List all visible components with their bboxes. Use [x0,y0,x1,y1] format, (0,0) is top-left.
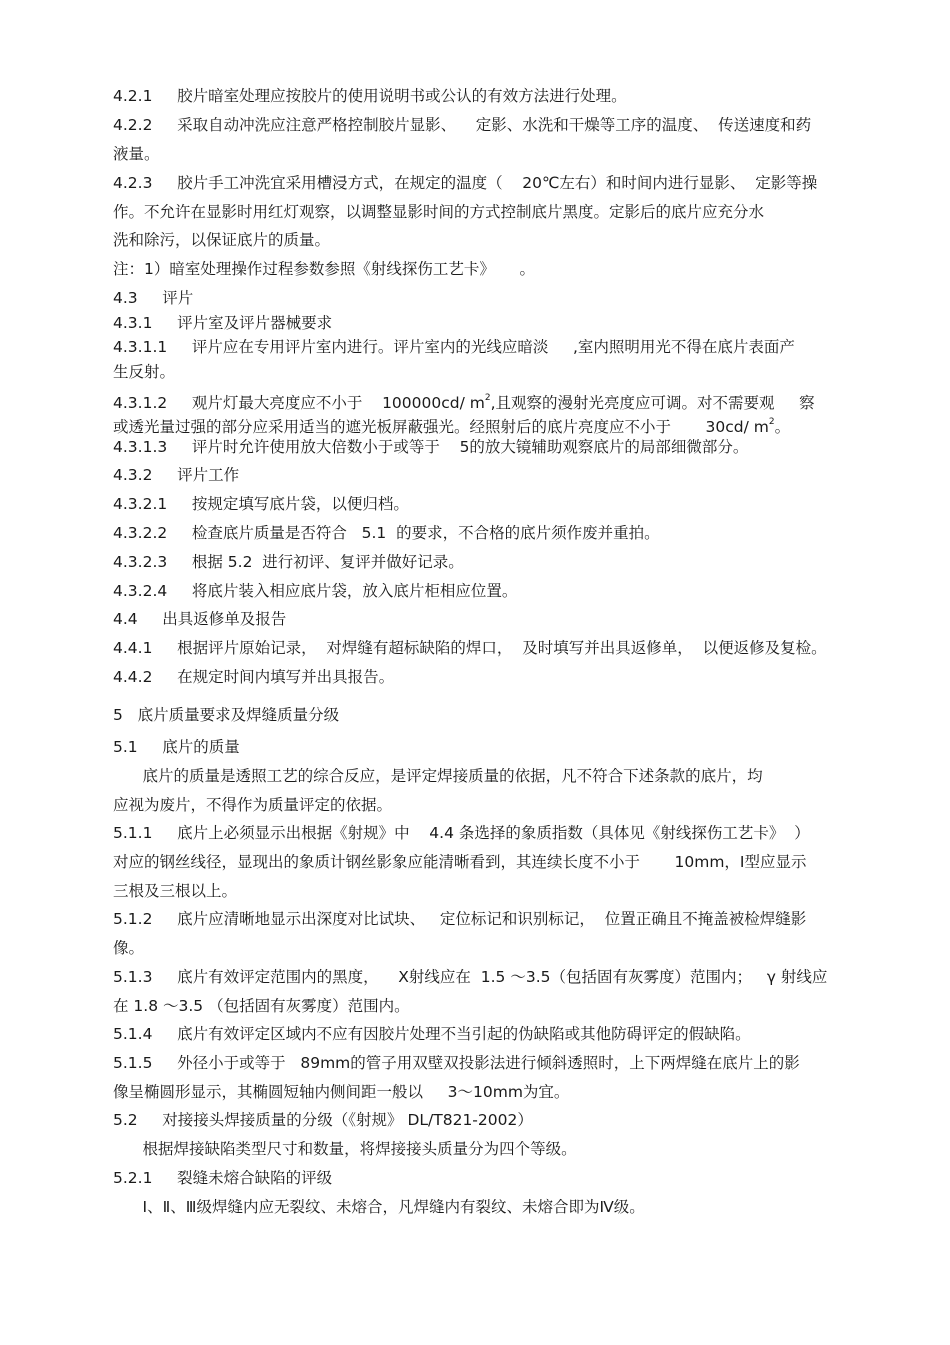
text-line: 4.3.2.3 根据 5.2 进行初评、复评并做好记录。 [113,553,464,571]
text-line: 4.3.1.3 评片时允许使用放大倍数小于或等于 5的放大镜辅助观察底片的局部细微部分。 [113,438,749,456]
text-line: 生反射。 [113,363,176,381]
section-heading: 4.3 评片 [113,289,194,307]
text-line: 5.1.5 外径小于或等于 89mm的管子用双壁双投影法进行倾斜透照时，上下两焊缝在底片上的影 [113,1054,800,1072]
text-line: 4.2.1 胶片暗室处理应按胶片的使用说明书或公认的有效方法进行处理。 [113,87,627,105]
chapter-heading: 5 底片质量要求及焊缝质量分级 [113,706,340,724]
text-line: 5.1.4 底片有效评定区域内不应有因胶片处理不当引起的伪缺陷或其他防碍评定的假缺陷。 [113,1025,751,1043]
text-line: 洗和除污，以保证底片的质量。 [113,231,331,249]
section-heading: 4.3.2 评片工作 [113,466,240,484]
section-heading: 4.4 出具返修单及报告 [113,610,287,628]
section-heading: 5.2 对接接头焊接质量的分级（《射规》 DL/T821-2002） [113,1111,533,1129]
text-line: 5.1.1 底片上必须显示出根据《射规》中 4.4 条选择的象质指数（具体见《射线探伤工艺卡》 ） [113,824,810,842]
section-heading: 5.1 底片的质量 [113,738,240,756]
superscript: 2 [768,417,775,427]
text-line: 5.1.2 底片应清晰地显示出深度对比试块、 定位标记和识别标记， 位置正确且不掩盖被检焊缝影 [113,910,807,928]
text-segment: ,且观察的漫射光亮度应可调。对不需要观 察 [490,394,815,412]
text-line: 4.3.2.4 将底片装入相应底片袋，放入底片柜相应位置。 [113,582,518,600]
text-line: 注：1）暗室处理操作过程参数参照《射线探伤工艺卡》 。 [113,260,535,278]
text-segment: 或透光量过强的部分应采用适当的遮光板屏蔽强光。经照射后的底片亮度应不小于 30cd/ m [113,418,769,436]
text-line: 5.1.3 底片有效评定范围内的黑度， X射线应在 1.5 ～3.5（包括固有灰雾度）范围内； γ 射线应 [113,968,828,986]
text-line: 像。 [113,939,145,957]
text-segment: 4.3.1.2 观片灯最大亮度应不小于 100000cd/ m [113,394,485,412]
text-line [113,388,815,412]
text-line: 在 1.8 ～3.5 （包括固有灰雾度）范围内。 [113,997,410,1015]
text-line: 4.2.3 胶片手工冲洗宜采用槽浸方式，在规定的温度（ 20℃左右）和时间内进行显影、 定影等操 [113,174,818,192]
text-line [113,412,791,436]
text-line: 对应的钢丝线径，显现出的象质计钢丝影象应能清晰看到，其连续长度不小于 10mm，Ⅰ型应显示 [113,853,807,871]
text-segment: 。 [774,418,791,436]
superscript: 2 [484,393,491,403]
text-line: 4.2.2 采取自动冲洗应注意严格控制胶片显影、 定影、水洗和干燥等工序的温度、 传送速度和药 [113,116,812,134]
text-line: 像呈椭圆形显示，其椭圆短轴内侧间距一般以 3～10mm为宜。 [113,1083,570,1101]
text-line: 应视为废片，不得作为质量评定的依据。 [113,796,393,814]
text-line: 4.3.1.1 评片应在专用评片室内进行。评片室内的光线应暗淡 ,室内照明用光不得在底片表面产 [113,338,795,356]
text-line: 作。不允许在显影时用红灯观察，以调整显影时间的方式控制底片黑度。定影后的底片应充分水 [113,203,765,221]
section-heading: 4.3.1 评片室及评片器械要求 [113,314,333,332]
text-line: 底片的质量是透照工艺的综合反应，是评定焊接质量的依据，凡不符合下述条款的底片，均 [113,767,763,785]
text-line: 4.4.1 根据评片原始记录， 对焊缝有超标缺陷的焊口， 及时填写并出具返修单， 以便返修及复检。 [113,639,827,657]
text-line: 根据焊接缺陷类型尺寸和数量，将焊接接头质量分为四个等级。 [113,1140,577,1158]
text-line: 4.3.2.1 按规定填写底片袋，以便归档。 [113,495,409,513]
text-line: Ⅰ、Ⅱ、Ⅲ级焊缝内应无裂纹、未熔合，凡焊缝内有裂纹、未熔合即为Ⅳ级。 [113,1198,645,1216]
section-heading: 5.2.1 裂缝未熔合缺陷的评级 [113,1169,333,1187]
text-line: 三根及三根以上。 [113,882,238,900]
text-line: 4.3.2.2 检查底片质量是否符合 5.1 的要求，不合格的底片须作废并重拍。 [113,524,660,542]
text-line: 4.4.2 在规定时间内填写并出具报告。 [113,668,395,686]
text-line: 液量。 [113,145,160,163]
